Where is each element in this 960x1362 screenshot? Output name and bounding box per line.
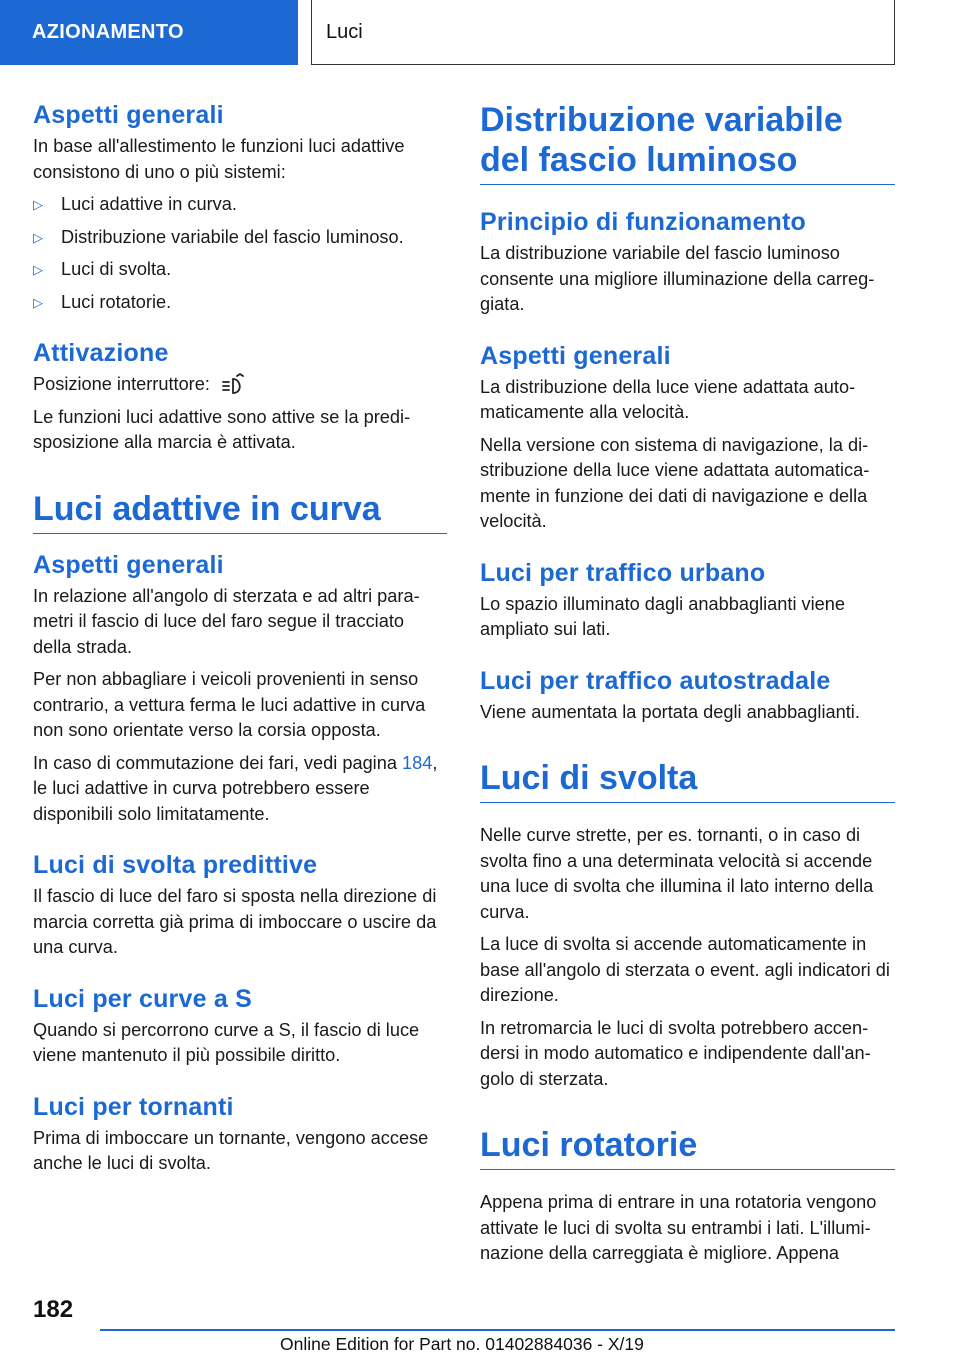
paragraph: Prima di imboccare un tornante, vengono accese anche le luci di svolta. xyxy=(33,1127,429,1173)
section-tab xyxy=(0,0,298,65)
list-item: ▷ Distribuzione variabile del fascio luminoso. xyxy=(33,225,447,251)
paragraph: Nella versione con sistema di navigazione, la distribuzione della luce viene adattata automaticamente in funzione dei dati di navigazione e della velocità. xyxy=(480,434,870,531)
heading-luci-svolta: Luci di svolta xyxy=(480,758,895,803)
heading-aspetti-generali-right: Aspetti generali xyxy=(480,341,671,370)
heading-aspetti-generali-2: Aspetti generali xyxy=(33,550,224,579)
paragraph: La luce di svolta si accende automaticamente in base all'angolo di sterzata o event. agli indicatori di direzione. xyxy=(480,934,890,1005)
section-title: AZIONAMENTO xyxy=(32,21,184,43)
list-item: ▷ Luci rotatorie. xyxy=(33,290,447,316)
heading-curve-s: Luci per curve a S xyxy=(33,984,252,1013)
paragraph: In base all'allestimento le funzioni luci adattive consistono di uno o più sistemi: xyxy=(33,136,405,182)
right-column xyxy=(480,100,895,1274)
page-number: 182 xyxy=(33,1296,74,1323)
chapter-title: Luci xyxy=(326,20,363,43)
chapter-tab xyxy=(311,0,895,65)
heading-luci-rotatorie: Luci rotatorie xyxy=(480,1125,895,1170)
footer-edition: Online Edition for Part no. 01402884036 - X/19 xyxy=(280,1334,644,1354)
paragraph: Quando si percorrono curve a S, il fascio di luce viene mantenuto il più possibile diritto. xyxy=(33,1019,420,1065)
paragraph: Il fascio di luce del faro si sposta nella direzione di marcia corretta già prima di imboccare o uscire da una curva. xyxy=(33,886,437,957)
heading-principio: Principio di funzionamento xyxy=(480,208,807,236)
triangle-right-icon: ▷ xyxy=(33,294,43,310)
triangle-right-icon: ▷ xyxy=(33,197,43,212)
paragraph: Nelle curve strette, per es. tornanti, o in caso di svolta fino a una determinata velocità si accende una luce di svolta che illumina il lato interno della curva. xyxy=(480,825,874,922)
paragraph: Appena prima di entrare in una rotatoria vengono attivate le luci di svolta su entrambi i lati. L'illuminazione della carreggiata è migliore. Appena xyxy=(480,1192,877,1263)
heading-attivazione: Attivazione xyxy=(33,339,169,367)
paragraph: Lo spazio illuminato dagli anabbaglianti viene ampliato sui lati. xyxy=(480,593,846,639)
triangle-right-icon: ▷ xyxy=(33,229,43,245)
list-item: ▷ Luci di svolta. xyxy=(33,257,447,283)
left-column xyxy=(33,100,447,1184)
paragraph: In relazione all'angolo di sterzata e ad altri parametri il fascio di luce del faro segue il tracciato della strada. xyxy=(33,585,420,657)
triangle-right-icon: ▷ xyxy=(33,262,43,277)
paragraph: Viene aumentata la portata degli anabbaglianti. xyxy=(480,701,860,722)
heading-svolta-predittive: Luci di svolta predittive xyxy=(33,851,318,879)
list-item: ▷ Luci adattive in curva. xyxy=(33,192,447,218)
heading-tornanti: Luci per tornanti xyxy=(33,1092,234,1121)
heading-traffico-autostradale: Luci per traffico autostradale xyxy=(480,666,831,695)
heading-luci-adattive-curva: Luci adattive in curva xyxy=(33,489,447,534)
footer-divider xyxy=(100,1329,895,1331)
page-link[interactable]: 184 xyxy=(402,752,433,773)
paragraph: In retromarcia le luci di svolta potrebbero accendersi in modo automatico e indipendente dall'angolo di sterzata. xyxy=(480,1017,871,1089)
heading-distribuzione-variabile: Distribuzione variabile del fascio luminoso xyxy=(480,100,895,185)
paragraph: Per non abbagliare i veicoli provenienti in senso contrario, a vettura ferma le luci adattive in curva non sono orientate verso la corsia opposta. xyxy=(33,669,426,740)
heading-aspetti-generali: Aspetti generali xyxy=(33,101,224,129)
bullet-list xyxy=(33,192,447,315)
paragraph: Le funzioni luci adattive sono attive se la predisposizione alla marcia è attivata. xyxy=(33,406,411,452)
paragraph: La distribuzione della luce viene adattata automaticamente alla velocità. xyxy=(480,376,856,422)
paragraph-posizione: Posizione interruttore: xyxy=(33,372,447,398)
paragraph-commutazione: In caso di commutazione dei fari, vedi pagina 184, le luci adattive in curva potrebbero essere disponibili solo limitatamente. xyxy=(33,752,438,824)
adaptive-headlight-icon xyxy=(221,373,247,397)
paragraph: La distribuzione variabile del fascio luminoso consente una migliore illuminazione della carreggiata. xyxy=(480,243,875,314)
heading-traffico-urbano: Luci per traffico urbano xyxy=(480,558,766,587)
